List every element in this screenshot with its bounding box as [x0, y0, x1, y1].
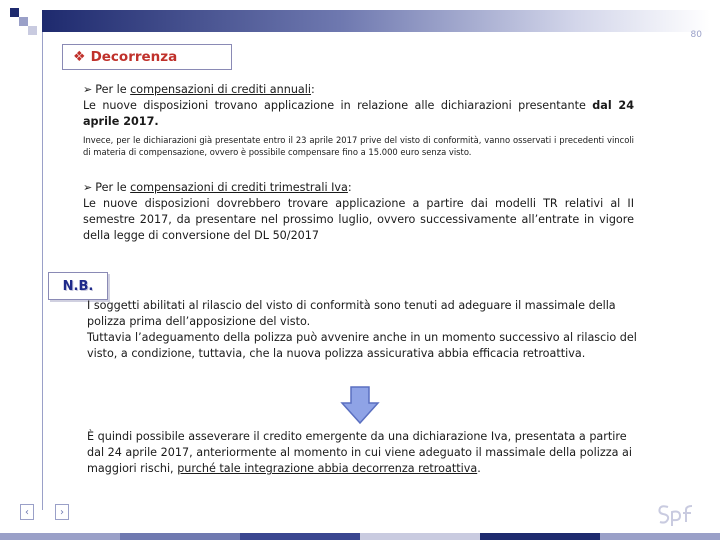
- section2-text: Le nuove disposizioni dovrebbero trovare applicazione a partire dai modelli TR relativi al II semestre 2017, da presentare nel prossimo luglio, ovvero successivamente all’entrate in vigore della legge di conversione del DL 50/2017: [83, 197, 634, 242]
- conclusion-block: È quindi possibile asseverare il credito emergente da una dichiarazione Iva, presentata a partire dal 24 aprile 2017, anteriormente al momento in cui viene adeguato il massimale della polizza ai maggiori rischi, purché tale integrazione abbia decorrenza retroattiva.: [87, 430, 632, 475]
- section1-note: Invece, per le dichiarazioni già presentate entro il 23 aprile 2017 prive del visto di conformità, vanno osservati i precedenti vincoli di materia di compensazione, ovvero è possibile compensare fino a 15.000 euro senza visto.: [83, 135, 634, 157]
- prev-slide-button[interactable]: ‹: [20, 504, 34, 520]
- nb-box: [48, 272, 108, 300]
- next-slide-button[interactable]: ›: [55, 504, 69, 520]
- section1-bullet: ➢ Per le compensazioni di crediti annuali:: [83, 83, 315, 96]
- date-bold: dal 24 aprile 2017.: [83, 99, 634, 128]
- arrow-bullet-icon: ➢: [83, 181, 93, 194]
- down-arrow-icon: [340, 385, 380, 425]
- section2-block: [83, 180, 634, 244]
- footer-bar: [0, 533, 720, 540]
- left-rule: [42, 32, 43, 510]
- nb-block: [87, 298, 637, 362]
- page-number: 80: [690, 30, 702, 40]
- nb-line2: Tuttavia l’adeguamento della polizza può avvenire anche in un momento successivo al rilascio del visto, a condizione, tuttavia, che la nuova polizza assicurativa abbia efficacia retroattiva.: [87, 331, 637, 360]
- decor-square-3: [28, 26, 37, 35]
- section-title: [62, 44, 232, 70]
- annual-credits-link: compensazioni di crediti annuali: [130, 83, 312, 96]
- top-gradient-bar: [42, 10, 710, 32]
- decor-square-2: [19, 17, 28, 26]
- section1-text: Le nuove disposizioni trovano applicazione in relazione alle dichiarazioni presentante dal 24 aprile 2017.: [83, 99, 634, 128]
- section2-bullet: ➢ Per le compensazioni di crediti trimestrali Iva:: [83, 181, 352, 194]
- retroactive-condition: purché tale integrazione abbia decorrenza retroattiva: [177, 462, 478, 475]
- diamond-icon: ❖: [73, 49, 86, 65]
- decor-square-1: [10, 8, 19, 17]
- quarterly-credits-link: compensazioni di crediti trimestrali Iva: [130, 181, 348, 194]
- section1-block: [83, 82, 634, 158]
- nb-line1: I soggetti abilitati al rilascio del visto di conformità sono tenuti ad adeguare il massimale della polizza prima dell’apposizione del visto.: [87, 299, 616, 328]
- arrow-bullet-icon: ➢: [83, 83, 93, 96]
- title-label: Decorrenza: [90, 49, 178, 65]
- nb-label: N.B.: [62, 278, 94, 294]
- logo: [656, 504, 702, 526]
